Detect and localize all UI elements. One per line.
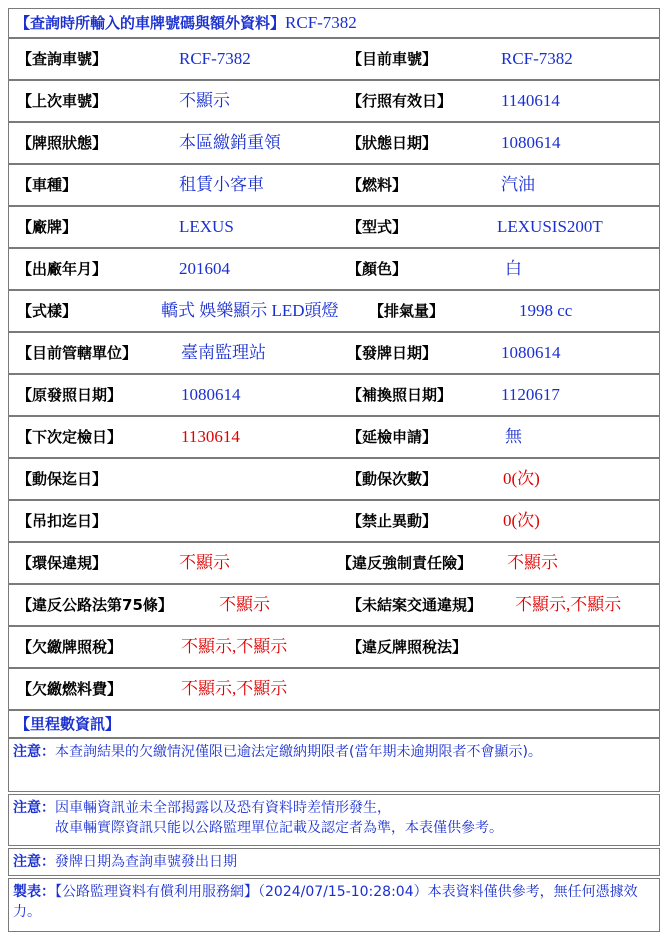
label-previous-plate: 【上次車號】 <box>17 92 108 110</box>
label-suspension-expiry: 【吊扣迄日】 <box>17 512 108 530</box>
note-issue-date-text: 發牌日期為查詢車號發出日期 <box>55 854 237 870</box>
note-issue-date-prefix: 注意： <box>13 854 55 870</box>
title-bar <box>8 8 660 38</box>
label-vehicle-type: 【車種】 <box>17 176 78 194</box>
title-label: 【查詢時所輸入的車牌號碼與額外資料】 <box>15 14 286 32</box>
label-original-issue: 【原發照日期】 <box>17 386 123 404</box>
row-previous-plate <box>8 80 660 122</box>
label-license-tax-violation: 【違反牌照稅法】 <box>347 638 468 656</box>
note-issue-date <box>8 848 660 876</box>
row-vehicle-type <box>8 164 660 206</box>
value-jurisdiction: 臺南監理站 <box>181 343 266 362</box>
value-current-plate: RCF-7382 <box>501 49 573 68</box>
value-status-date: 1080614 <box>501 133 561 152</box>
label-jurisdiction: 【目前管轄單位】 <box>17 344 138 362</box>
row-mileage-header <box>8 710 660 738</box>
row-next-inspection <box>8 416 660 458</box>
label-displacement: 【排氣量】 <box>369 302 445 320</box>
value-previous-plate: 不顯示 <box>179 91 230 110</box>
value-fuel-fee-arrears: 不顯示,不顯示 <box>181 679 288 698</box>
label-license-valid: 【行照有效日】 <box>347 92 453 110</box>
value-model: LEXUSIS200T <box>497 217 603 236</box>
label-replacement-date: 【補換照日期】 <box>347 386 453 404</box>
title-plate: RCF-7382 <box>285 13 357 32</box>
label-current-plate: 【目前車號】 <box>347 50 438 68</box>
label-license-tax-arrears: 【欠繳牌照稅】 <box>17 638 123 656</box>
footer-note <box>8 878 660 932</box>
label-issue-date: 【發牌日期】 <box>347 344 438 362</box>
row-suspension-expiry <box>8 500 660 542</box>
label-color: 【顏色】 <box>347 260 408 278</box>
row-brand <box>8 206 660 248</box>
value-license-valid: 1140614 <box>501 91 560 110</box>
title-text <box>15 9 357 37</box>
label-fuel: 【燃料】 <box>347 176 408 194</box>
note-arrears-text: 本查詢結果的欠繳情況僅限已逾法定繳納期限者(當年期未逾期限者不會顯示)。 <box>55 744 542 760</box>
row-environmental-violation <box>8 542 660 584</box>
label-body-style: 【式樣】 <box>17 302 78 320</box>
label-unsettled-traffic: 【未結案交通違規】 <box>347 596 483 614</box>
row-manufacture-date <box>8 248 660 290</box>
label-environmental-violation: 【環保違規】 <box>17 554 108 572</box>
value-transfer-ban: 0(次) <box>503 511 540 530</box>
label-chattel-count: 【動保次數】 <box>347 470 438 488</box>
label-plate-status: 【牌照狀態】 <box>17 134 108 152</box>
row-query-plate <box>8 38 660 80</box>
label-chattel-expiry: 【動保迄日】 <box>17 470 108 488</box>
footer-prefix: 製表： <box>13 884 55 900</box>
label-inspection-extension: 【延檢申請】 <box>347 428 438 446</box>
value-issue-date: 1080614 <box>501 343 561 362</box>
note-disclaimer-text-2: 故車輛實際資訊只能以公路監理單位記載及認定者為準，本表僅供參考。 <box>55 820 503 836</box>
value-displacement: 1998 cc <box>519 301 573 320</box>
label-transfer-ban: 【禁止異動】 <box>347 512 438 530</box>
value-plate-status: 本區繳銷重領 <box>179 133 281 152</box>
row-body-style <box>8 290 660 332</box>
value-query-plate: RCF-7382 <box>179 49 251 68</box>
row-plate-status <box>8 122 660 164</box>
label-brand: 【廠牌】 <box>17 218 78 236</box>
value-highway-act-violation: 不顯示 <box>219 595 270 614</box>
note-arrears <box>8 738 660 792</box>
value-chattel-count: 0(次) <box>503 469 540 488</box>
row-chattel-expiry <box>8 458 660 500</box>
mileage-label: 【里程數資訊】 <box>15 715 121 733</box>
value-inspection-extension: 無 <box>505 427 522 446</box>
value-brand: LEXUS <box>179 217 234 236</box>
footer-text: 【公路監理資料有償利用服務網】（2024/07/15-10:28:04）本表資料僅供參考，無任何憑據效力。 <box>13 884 638 920</box>
value-body-style: 轎式 娛樂顯示 LED頭燈 <box>161 301 339 320</box>
label-insurance-violation: 【違反強制責任險】 <box>337 554 473 572</box>
value-fuel: 汽油 <box>501 175 535 194</box>
value-original-issue: 1080614 <box>181 385 241 404</box>
note-disclaimer-text: 因車輛資訊並未全部揭露以及恐有資料時差情形發生， <box>55 800 391 816</box>
label-status-date: 【狀態日期】 <box>347 134 438 152</box>
value-replacement-date: 1120617 <box>501 385 560 404</box>
value-insurance-violation: 不顯示 <box>507 553 558 572</box>
row-highway-act-violation <box>8 584 660 626</box>
note-disclaimer <box>8 794 660 846</box>
value-manufacture-date: 201604 <box>179 259 230 278</box>
row-fuel-fee-arrears <box>8 668 660 710</box>
value-vehicle-type: 租賃小客車 <box>179 175 264 194</box>
label-next-inspection: 【下次定檢日】 <box>17 428 123 446</box>
value-environmental-violation: 不顯示 <box>179 553 230 572</box>
label-highway-act-violation: 【違反公路法第75條】 <box>17 596 173 614</box>
value-unsettled-traffic: 不顯示,不顯示 <box>515 595 622 614</box>
row-jurisdiction <box>8 332 660 374</box>
row-license-tax-arrears <box>8 626 660 668</box>
note-disclaimer-prefix: 注意： <box>13 800 55 816</box>
note-arrears-prefix: 注意： <box>13 744 55 760</box>
label-query-plate: 【查詢車號】 <box>17 50 108 68</box>
value-license-tax-arrears: 不顯示,不顯示 <box>181 637 288 656</box>
value-color: 白 <box>505 259 522 278</box>
label-fuel-fee-arrears: 【欠繳燃料費】 <box>17 680 123 698</box>
row-original-issue <box>8 374 660 416</box>
label-manufacture-date: 【出廠年月】 <box>17 260 108 278</box>
value-next-inspection: 1130614 <box>181 427 240 446</box>
label-model: 【型式】 <box>347 218 408 236</box>
